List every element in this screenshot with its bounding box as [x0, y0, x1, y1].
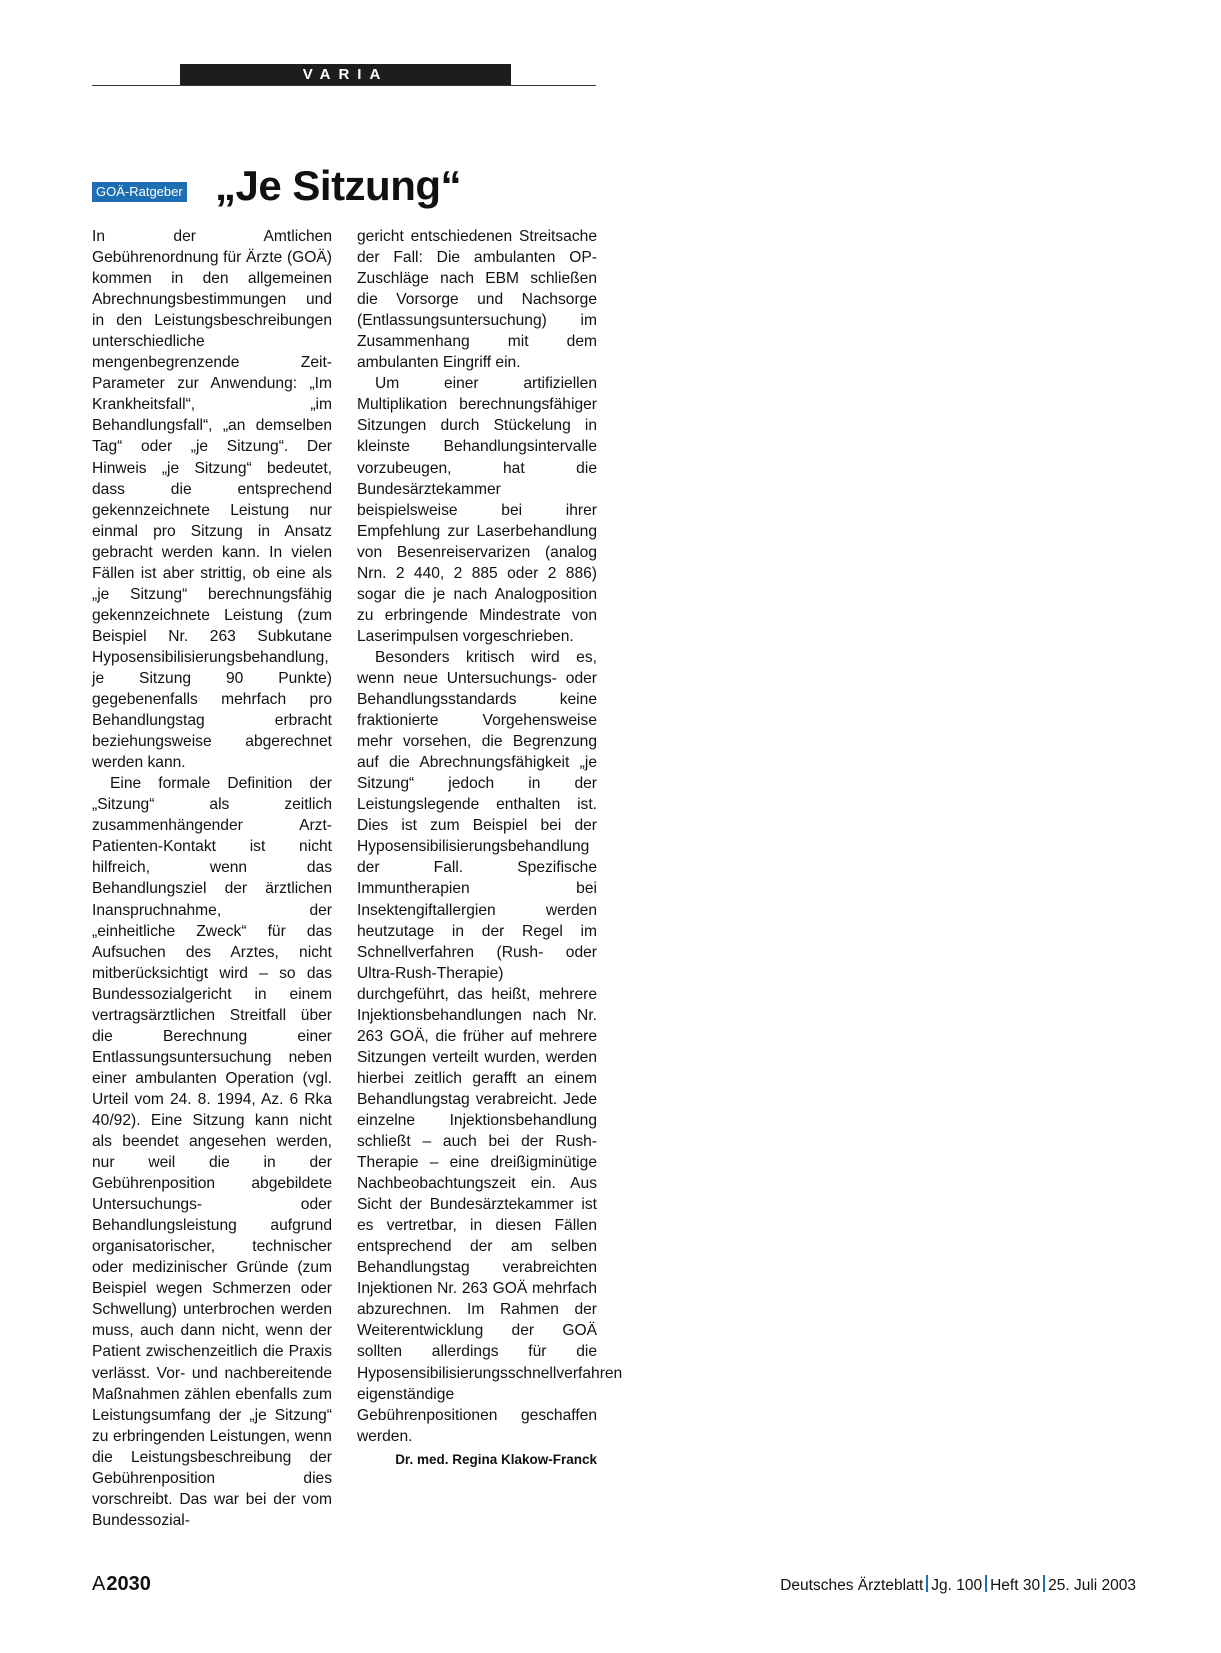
article-title: „Je Sitzung“	[215, 162, 462, 209]
article-column-left	[92, 226, 332, 1531]
article-column-right	[357, 226, 623, 1471]
article-paragraph: Um einer artifiziellen Multiplikation berechnungsfähiger Sitzungen durch Stückelung in kleinste Behandlungsintervalle vorzubeugen, hat die Bundesärztekammer beispielsweise bei ihrer Empfehlung zur Laserbehandlung von Besenreiservarizen (analog Nrn. 2 440, 2 885 oder 2 886) sogar die je nach Analogposition zu erbringende Mindestrate von Laserimpulsen vorgeschrieben.	[357, 375, 597, 645]
page-number-value: 2030	[106, 1573, 151, 1595]
footer-separator	[985, 1575, 987, 1592]
category-badge: GOÄ-Ratgeber	[92, 182, 187, 202]
section-divider	[92, 85, 596, 86]
journal-name: Deutsches Ärzteblatt	[780, 1577, 924, 1594]
article-paragraph: gericht entschiedenen Streitsache der Fall: Die ambulanten OP-Zuschläge nach EBM schließen die Vorsorge und Nachsorge (Entlassungsuntersuchung) im Zusammenhang mit dem ambulanten Eingriff ein.	[357, 228, 597, 372]
article-paragraph: Besonders kritisch wird es, wenn neue Untersuchungs- oder Behandlungsstandards keine fraktionierte Vorgehensweise mehr vorsehen, die Begrenzung auf die Abrechnungsfähigkeit „je Sitzung“ jedoch in der Leistungslegende enthalten ist. Dies ist zum Beispiel bei der Hyposensibilisierungsbehandlung der Fall. Spezifische Immuntherapien bei Insektengiftallergien werden heutzutage in der Regel im Schnellverfahren (Rush- oder Ultra-Rush-Therapie) durchgeführt, das heißt, mehrere Injektionsbehandlungen nach Nr. 263 GOÄ, die früher auf mehrere Sitzungen verteilt wurden, werden hierbei zeitlich gerafft an einem Behandlungstag verabreicht. Jede einzelne Injektionsbehandlung schließt – auch bei der Rush-Therapie – eine dreißigminütige Nachbeobachtungszeit ein. Aus Sicht der Bundesärztekammer ist es vertretbar, in diesen Fällen entsprechend der am selben Behandlungstag verabreichten Injektionen Nr. 263 GOÄ mehrfach abzurechnen. Im Rahmen der Weiterentwicklung der GOÄ sollten allerdings für die Hyposensibilisierungsschnellverfahren eigenständige Gebührenpositionen geschaffen werden.	[357, 648, 623, 1445]
footer-separator	[926, 1575, 928, 1592]
article-author: Dr. med. Regina Klakow-Franck	[395, 1451, 597, 1467]
journal-date: 25. Juli 2003	[1048, 1577, 1136, 1594]
journal-issue: Heft 30	[990, 1577, 1041, 1594]
article-paragraph: In der Amtlichen Gebührenordnung für Ärzte (GOÄ) kommen in den allgemeinen Abrechnungsbestimmungen und in den Leistungsbeschreibungen unterschiedliche mengenbegrenzende Zeit-Parameter zur Anwendung: „Im Krankheitsfall“, „im Behandlungsfall“, „an demselben Tag“ oder „je Sitzung“. Der Hinweis „je Sitzung“ bedeutet, dass die entsprechend gekennzeichnete Leistung nur einmal pro Sitzung in Ansatz gebracht werden kann. In vielen Fällen ist aber strittig, ob eine als „je Sitzung“ berechnungsfähig gekennzeichnete Leistung (zum Beispiel Nr. 263 Subkutane Hyposensibilisierungsbehandlung, je Sitzung 90 Punkte) gegebenenfalls mehrfach pro Behandlungstag erbracht beziehungsweise abgerechnet werden kann.	[92, 228, 332, 772]
page-number	[92, 1572, 151, 1596]
journal-footer	[780, 1575, 1136, 1597]
article-paragraph: Eine formale Definition der „Sitzung“ als zeitlich zusammenhängender Arzt-Patienten-Kontakt ist nicht hilfreich, wenn das Behandlungsziel der ärztlichen Inanspruchnahme, der „einheitliche Zweck“ für das Aufsuchen des Arztes, nicht mitberücksichtigt wird – so das Bundessozialgericht in einem vertragsärztlichen Streitfall über die Berechnung einer Entlassungsuntersuchung neben einer ambulanten Operation (vgl. Urteil vom 24. 8. 1994, Az. 6 Rka 40/92). Eine Sitzung kann nicht als beendet angesehen werden, nur weil die in der Gebührenposition abgebildete Untersuchungs- oder Behandlungsleistung aufgrund organisatorischer, technischer oder medizinischer Gründe (zum Beispiel wegen Schmerzen oder Schwellung) unterbrochen werden muss, auch dann nicht, wenn der Patient zwischenzeitlich die Praxis verlässt. Vor- und nachbereitende Maßnahmen zählen ebenfalls zum Leistungsumfang der „je Sitzung“ zu erbringenden Leistungen, wenn die Leistungsbeschreibung der Gebührenposition dies vorschreibt. Das war bei der vom Bundessozial-	[92, 775, 332, 1529]
footer-separator	[1043, 1575, 1045, 1592]
journal-volume: Jg. 100	[931, 1577, 983, 1594]
article-header	[92, 160, 596, 220]
section-label: VARIA	[180, 64, 511, 85]
page-prefix: A	[92, 1573, 106, 1595]
